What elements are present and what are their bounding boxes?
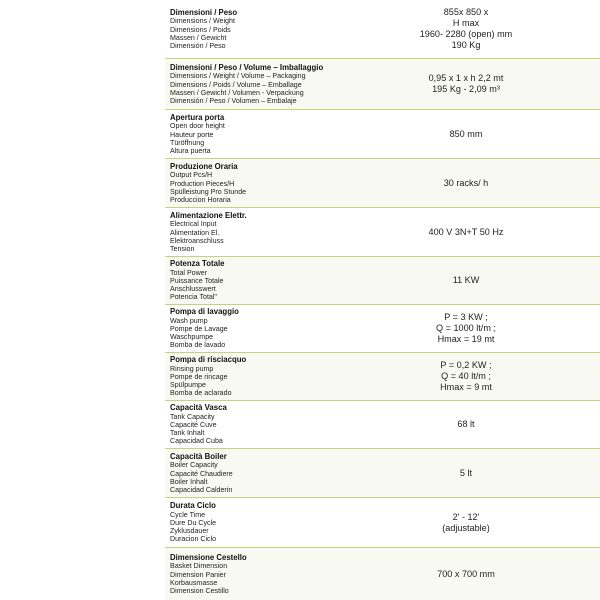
spec-value-line: 855x 850 x [443,7,489,17]
spec-translation: Basket Dimension [170,562,228,571]
spec-translation: Dimensions / Weight [170,17,235,26]
spec-title: Dimensione Cestello [170,552,247,562]
spec-row-cycle-time [165,497,600,547]
spec-value-line: 850 mm [449,128,483,139]
spec-title: Capacità Vasca [170,403,227,413]
spec-title: Pompa di lavaggio [170,307,239,317]
spec-value-line: Hmax = 19 mt [437,334,495,344]
spec-translation: Dimension Panier [170,570,226,579]
spec-value [330,257,600,304]
spec-translation: Dure Du Cycle [170,519,217,527]
spec-title: Alimentazione Elettr. [170,210,247,220]
spec-value-line: 1960- 2280 (open) mm [419,29,513,39]
spec-translation: Dimensión / Peso / Volumen – Embalaje [170,96,297,105]
spec-translation: Bomba de lavado [170,341,226,350]
spec-row-tank-capacity [165,400,600,448]
spec-translation: Korbausmasse [170,578,218,587]
spec-value-line: 11 KW [452,275,480,285]
spec-value-line: Q = 40 lt/m ; [441,371,491,381]
spec-translation: Spülpumpe [170,381,206,390]
spec-value-line: 0,95 x 1 x h 2,2 mt [428,73,504,83]
spec-title: Produzione Oraria [170,161,238,171]
spec-translation: Bomba de aclarado [170,389,232,398]
spec-translation: Rinsing pump [170,364,214,373]
spec-label [165,257,330,304]
spec-value [330,305,600,352]
spec-row-electrical [165,207,600,256]
spec-value-line: 2' - 12' [452,511,480,522]
spec-translation: Total Power [170,268,208,277]
spec-translation: Waschpumpe [170,333,214,342]
spec-label [165,401,330,448]
spec-translation: Massen / Gewicht [170,33,227,42]
spec-title: Apertura porta [170,112,225,122]
spec-title: Durata Ciclo [170,501,216,511]
spec-translation: Open door height [170,122,225,131]
spec-value-line: 190 Kg [451,40,481,50]
spec-translation: Dimensions / Poids / Volume – Emballage [170,80,302,89]
spec-label [165,159,330,207]
spec-label [165,548,330,600]
spec-translation: Puissance Totale [170,277,224,285]
spec-translation: Spülleistung Pro Stunde [170,187,247,196]
spec-label [165,59,330,109]
spec-translation: Produccion Horaria [170,195,231,204]
spec-translation: Capacidad Calderin [170,485,233,494]
spec-translation: Tank Capacity [170,412,215,421]
spec-label [165,353,330,400]
spec-translation: Pompe de rincage [170,373,228,381]
spec-label [165,498,330,547]
spec-value-line: P = 3 KW ; [444,312,488,322]
spec-value [330,548,600,600]
spec-label [165,208,330,256]
spec-translation: Hauteur porte [170,130,214,139]
spec-value-line: 195 Kg - 2,09 m³ [432,84,500,94]
spec-translation: Tank Inhalt [170,429,205,438]
spec-row-dimensions-weight [165,0,600,58]
spec-value [330,59,600,109]
spec-row-basket-dimension [165,547,600,600]
spec-translation: Anschlusswert [170,285,216,294]
spec-value [330,401,600,448]
spec-translation: Output Pcs/H [170,171,213,180]
spec-label [165,0,330,58]
spec-translation: Alimentation El. [170,228,220,237]
spec-table [165,0,600,600]
spec-row-total-power [165,256,600,304]
spec-value-line: 400 V 3N+T 50 Hz [428,226,504,237]
spec-translation: Elektroanschluss [170,236,224,245]
spec-translation: Zyklusdauer [170,527,209,536]
spec-translation: Altura puerta [170,146,211,155]
spec-row-rinse-pump [165,352,600,400]
spec-row-door-height [165,109,600,158]
spec-title: Pompa di risciacquo [170,355,247,365]
spec-translation: Wash pump [170,316,208,325]
spec-value-line: H max [452,18,480,28]
spec-translation: Capacidad Cuba [170,437,223,446]
spec-row-packaging [165,58,600,109]
spec-label [165,110,330,158]
spec-translation: Boiler Capacity [170,461,218,470]
spec-translation: Production Pieces/H [170,179,235,188]
spec-translation: Duracion Ciclo [170,535,217,544]
spec-translation: Potencia Total" [170,293,217,302]
spec-translation: Dimensions / Poids [170,25,231,34]
spec-translation: Massen / Gewicht / Volumen - Verpackung [170,88,304,97]
spec-value-line: 30 racks/ h [443,177,489,188]
spec-translation: Dimensión / Peso [170,41,226,50]
spec-value [330,0,600,58]
spec-translation: Türöffnung [170,138,205,147]
spec-value-line: 5 lt [459,467,473,478]
spec-translation: Tension [170,244,195,253]
spec-value-line: (adjustable) [442,522,490,533]
spec-translation: Boiler Inhalt [170,477,208,486]
spec-title: Potenza Totale [170,259,225,269]
spec-value [330,110,600,158]
spec-value [330,353,600,400]
spec-translation: Electrical Input [170,220,217,229]
spec-translation: Capacité Chaudiere [170,469,233,478]
spec-value-line: P = 0,2 KW ; [440,360,492,370]
spec-translation: Cycle Time [170,510,206,519]
spec-value-line: Hmax = 9 mt [440,382,492,392]
spec-value-line: 700 x 700 mm [437,568,495,579]
spec-translation: Dimension Cestillo [170,586,229,595]
spec-translation: Dimensions / Weight / Volume – Packaging [170,72,306,81]
spec-label [165,305,330,352]
spec-title: Dimensioni / Peso / Volume – Imballaggio [170,62,324,72]
spec-value [330,159,600,207]
spec-translation: Pompe de Lavage [170,325,228,333]
spec-value-line: 68 lt [457,419,475,429]
spec-value [330,498,600,547]
spec-row-boiler-capacity [165,448,600,497]
spec-row-wash-pump [165,304,600,352]
spec-value [330,449,600,497]
spec-label [165,449,330,497]
spec-value [330,208,600,256]
spec-title: Capacità Boiler [170,451,227,461]
spec-title: Dimensioni / Peso [170,7,238,17]
spec-translation: Capacité Cuve [170,421,217,429]
spec-value-line: Q = 1000 lt/m ; [436,323,496,333]
spec-row-output [165,158,600,207]
